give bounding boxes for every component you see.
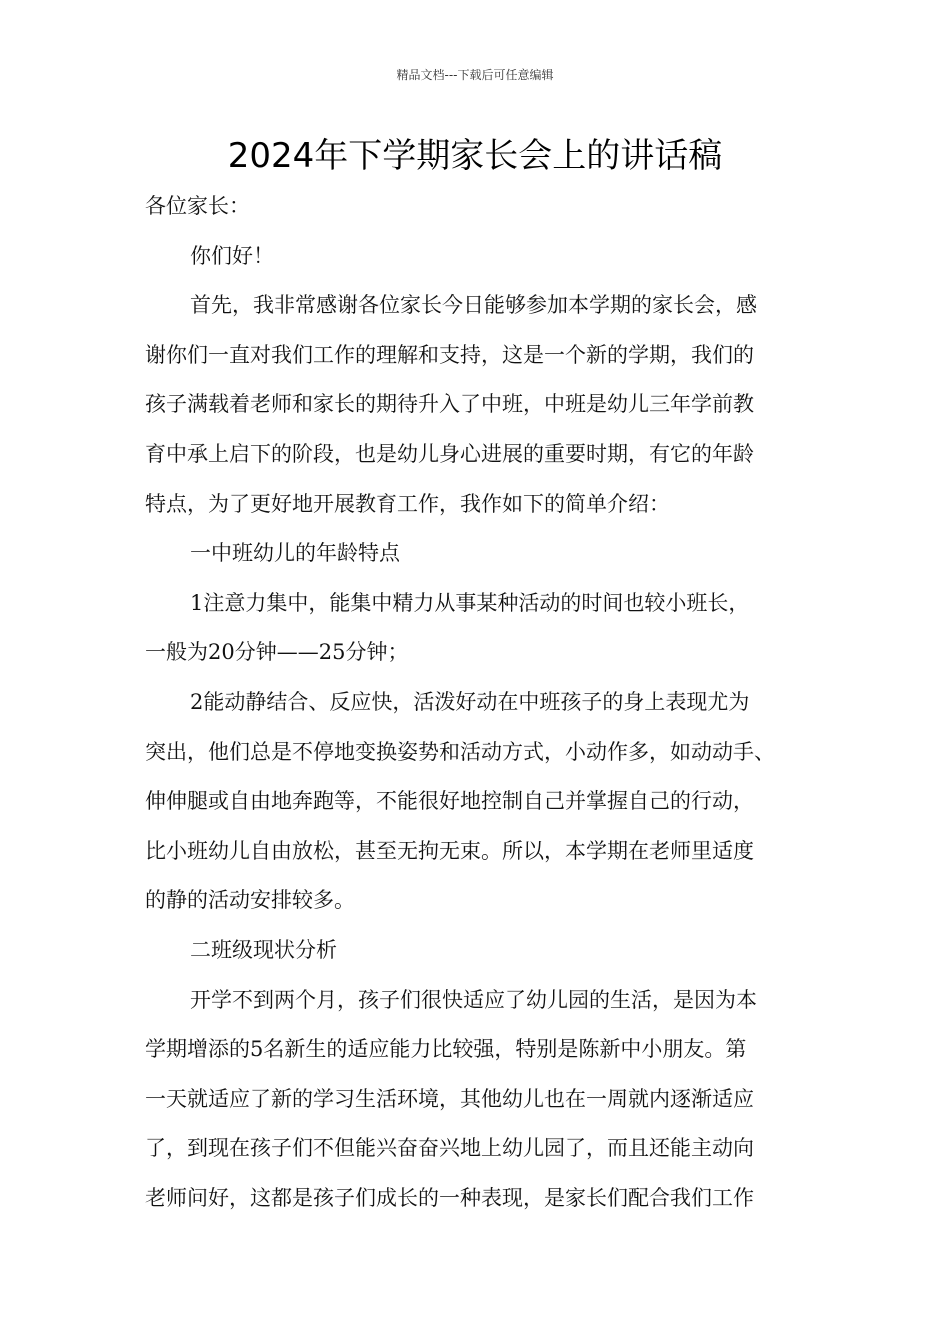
text-line: 开学不到两个月，孩子们很快适应了幼儿园的生活，是因为本 <box>190 987 757 1012</box>
text-line: 孩子满载着老师和家长的期待升入了中班，中班是幼儿三年学前教 <box>145 392 754 417</box>
text-line: 一中班幼儿的年龄特点 <box>190 541 400 566</box>
text-line: 一天就适应了新的学习生活环境，其他幼儿也在一周就内逐渐适应 <box>145 1086 754 1111</box>
text-line: 突出，他们总是不停地变换姿势和活动方式，小动作多，如动动手、 <box>145 739 775 764</box>
text-line: 首先，我非常感谢各位家长今日能够参加本学期的家长会，感 <box>190 293 757 318</box>
text-line: 老师问好，这都是孩子们成长的一种表现，是家长们配合我们工作 <box>145 1185 754 1210</box>
text-line: 了，到现在孩子们不但能兴奋奋兴地上幼儿园了，而且还能主动向 <box>145 1136 754 1161</box>
text-line: 一般为20分钟——25分钟； <box>145 640 409 665</box>
document-body <box>145 182 815 1223</box>
header-note: 精品文档---下载后可任意编辑 <box>396 68 554 82</box>
text-line: 育中承上启下的阶段，也是幼儿身心进展的重要时期，有它的年龄 <box>145 441 754 466</box>
text-line: 比小班幼儿自由放松，甚至无拘无束。所以，本学期在老师里适度 <box>145 838 754 863</box>
text-line: 各位家长： <box>145 194 250 218</box>
text-line: 谢你们一直对我们工作的理解和支持，这是一个新的学期，我们的 <box>145 342 754 367</box>
text-line: 的静的活动安排较多。 <box>145 888 355 913</box>
text-line: 你们好！ <box>190 243 274 268</box>
text-line: 1注意力集中，能集中精力从事某种活动的时间也较小班长， <box>190 590 750 615</box>
text-line: 二班级现状分析 <box>190 937 337 962</box>
document-title: 2024年下学期家长会上的讲话稿 <box>227 136 723 176</box>
text-line: 伸伸腿或自由地奔跑等，不能很好地控制自己并掌握自己的行动， <box>145 789 754 814</box>
text-line: 学期增添的5名新生的适应能力比较强，特别是陈新中小朋友。第 <box>145 1037 747 1062</box>
text-line: 2能动静结合、反应快，活泼好动在中班孩子的身上表现尤为 <box>190 689 750 714</box>
text-line: 特点，为了更好地开展教育工作，我作如下的简单介绍： <box>145 491 670 516</box>
